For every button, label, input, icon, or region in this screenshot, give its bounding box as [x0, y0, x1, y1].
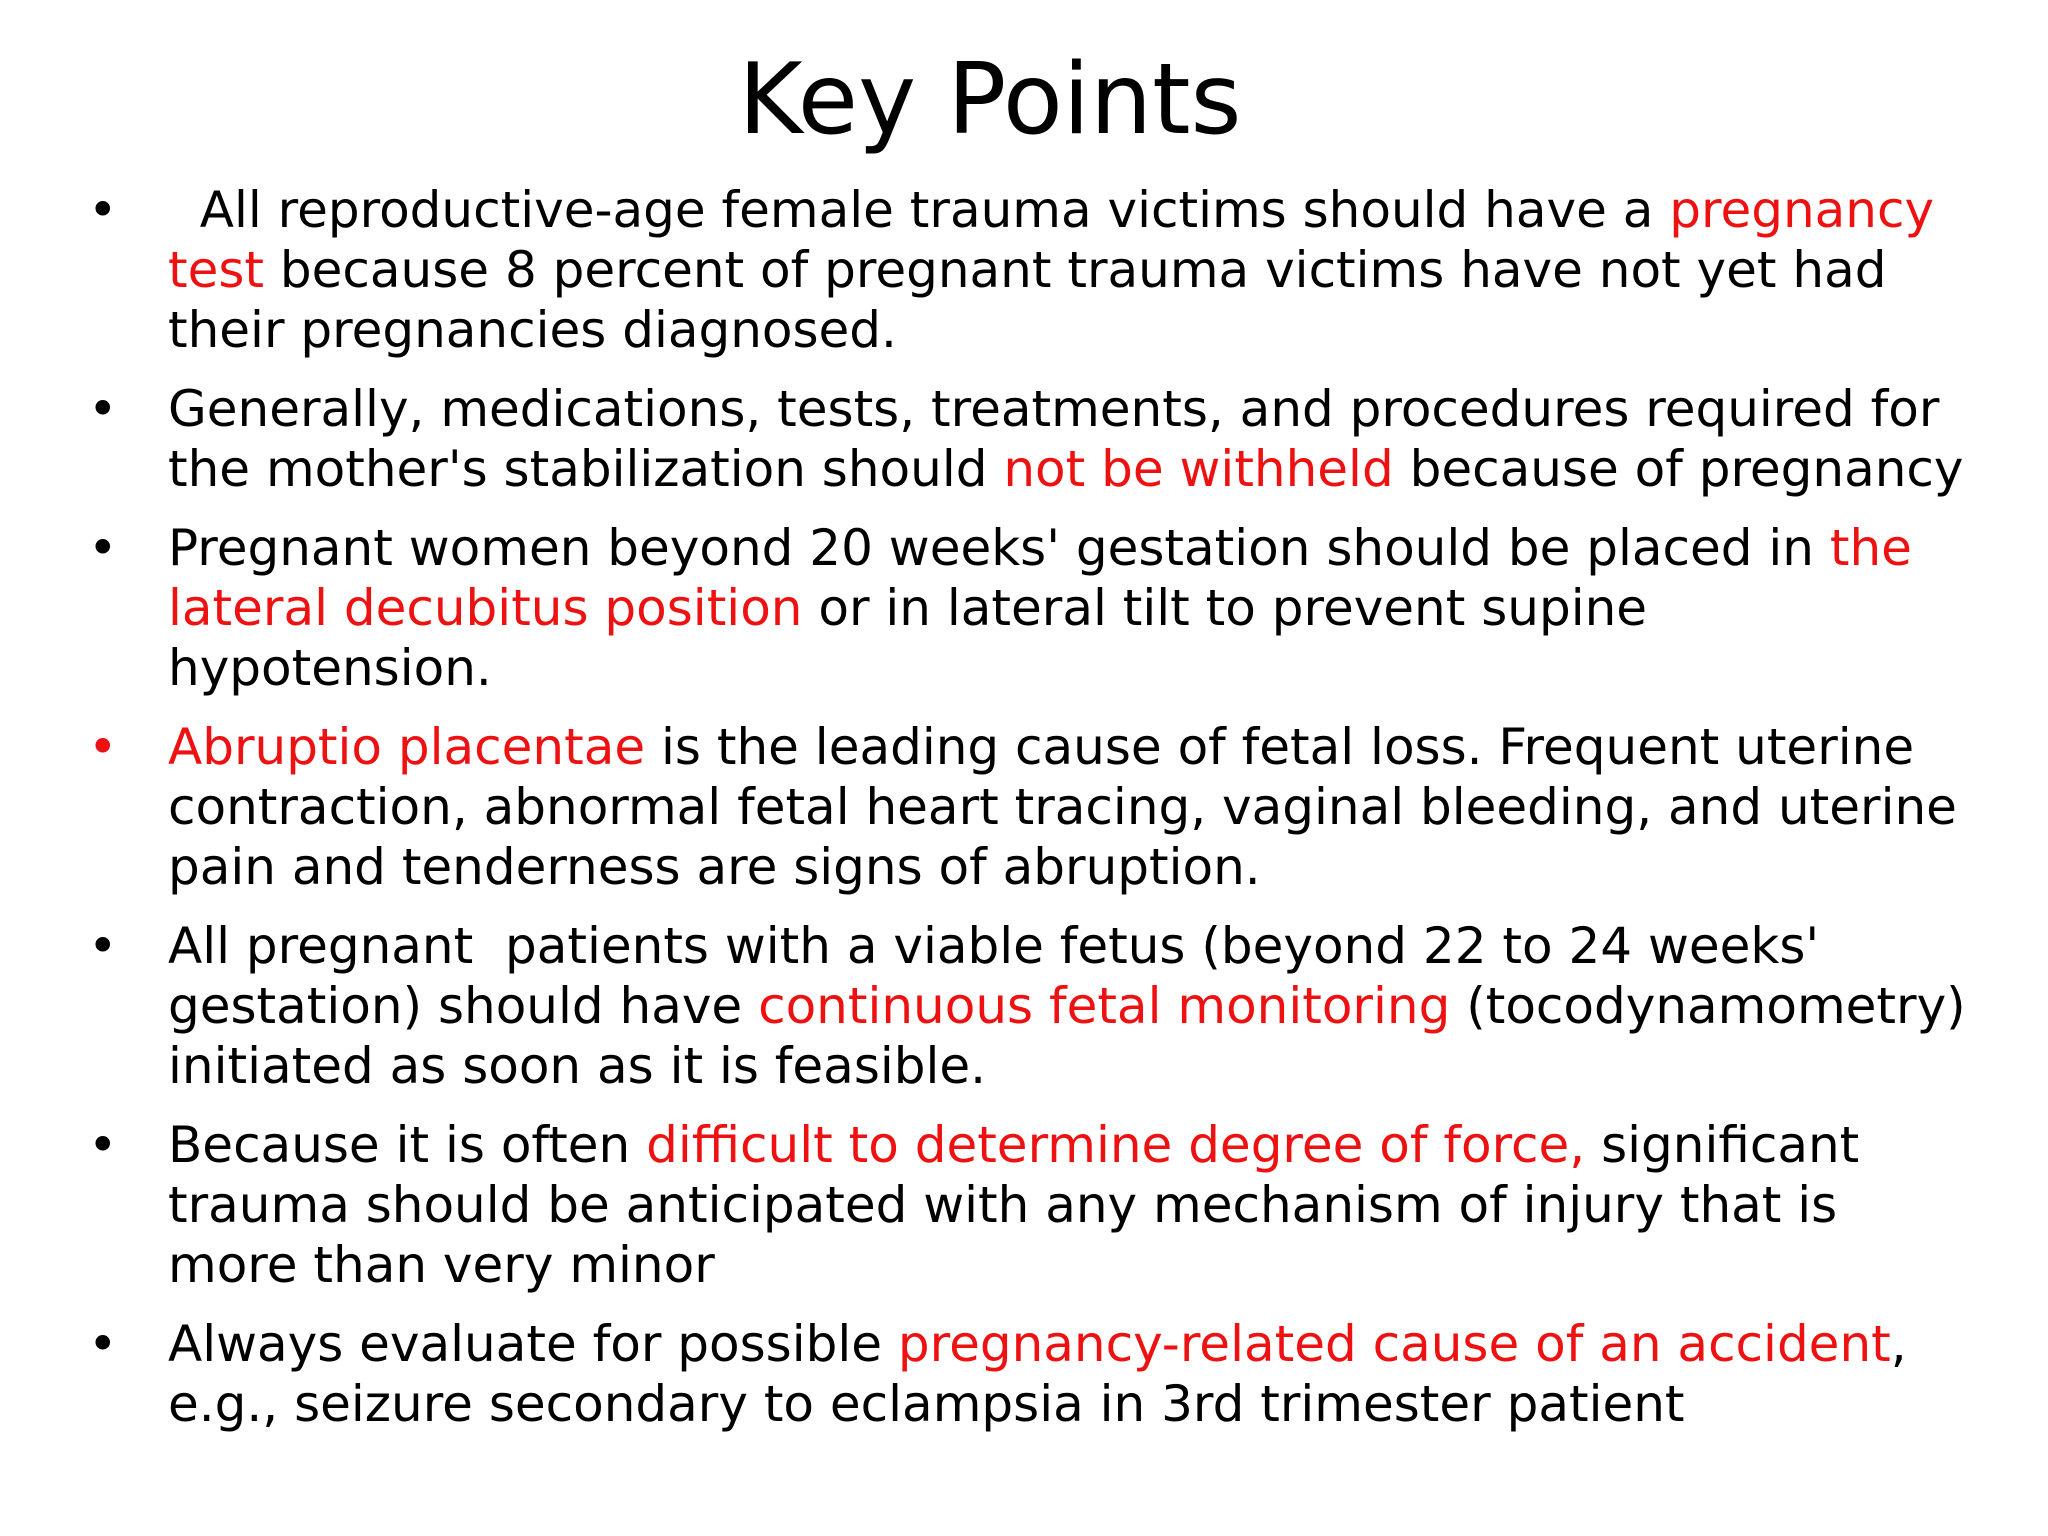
bullet-text — [168, 519, 1928, 697]
text-segment: Pregnant women beyond 20 weeks' gestation should be placed in — [168, 519, 1830, 577]
bullet-text — [168, 1315, 1923, 1433]
text-segment: because of pregnancy — [1393, 440, 1964, 498]
highlighted-phrase: difficult to determine degree of force, — [646, 1116, 1586, 1174]
bullet-item — [80, 916, 1980, 1096]
highlighted-phrase: not be withheld — [1003, 440, 1394, 498]
bullet-text — [168, 917, 1982, 1095]
bullet-dot-icon: • — [88, 181, 118, 239]
text-segment: is the leading cause of fetal loss. Frequent uterine contraction, abnormal fetal heart tracing, vaginal bleeding, and uterine pain and tenderness are signs of abruption. — [168, 718, 1973, 896]
bullet-item — [80, 1314, 1980, 1434]
bullet-item — [80, 1115, 1980, 1295]
bullet-item — [80, 518, 1980, 698]
highlighted-phrase: Abruptio placentae — [168, 718, 646, 776]
bullet-item — [80, 180, 1980, 360]
bullet-dot-icon: • — [88, 917, 118, 975]
highlighted-phrase: pregnancy-related cause of an accident — [897, 1315, 1891, 1373]
bullet-dot-icon: • — [88, 380, 118, 438]
bullet-dot-icon: • — [88, 519, 118, 577]
bullet-list — [80, 180, 1980, 1453]
text-segment: Always evaluate for possible — [168, 1315, 898, 1373]
text-segment: or in lateral tilt to prevent supine hypotension. — [168, 579, 1663, 697]
text-segment: All pregnant patients with a viable fetus (beyond 22 to 24 weeks' gestation) should have — [168, 917, 1836, 1035]
slide-title: Key Points — [738, 43, 1242, 157]
text-segment: , e.g., seizure secondary to eclampsia in 3rd trimester patient — [168, 1315, 1923, 1433]
bullet-dot-icon: • — [88, 1116, 118, 1174]
bullet-dot-icon: • — [88, 718, 118, 776]
highlighted-phrase: continuous fetal monitoring — [758, 977, 1451, 1035]
bullet-text — [168, 718, 1973, 896]
highlighted-phrase: the lateral decubitus position — [168, 519, 1928, 637]
bullet-dot-icon: • — [88, 1315, 118, 1373]
text-segment: because 8 percent of pregnant trauma victims have not yet had their pregnancies diagnosed. — [168, 241, 1903, 359]
text-segment: (tocodynamometry) initiated as soon as it is feasible. — [168, 977, 1982, 1095]
text-segment: All reproductive-age female trauma victims should have a — [168, 181, 1670, 239]
text-segment: Generally, medications, tests, treatments, and procedures required for the mother's stabilization should — [168, 380, 1956, 498]
bullet-item — [80, 379, 1980, 499]
bullet-text — [168, 380, 1964, 498]
highlighted-phrase: pregnancy test — [168, 181, 1950, 299]
bullet-item — [80, 717, 1980, 897]
text-segment: Because it is often — [168, 1116, 647, 1174]
text-segment: significant trauma should be anticipated with any mechanism of injury that is more than very minor — [168, 1116, 1876, 1294]
bullet-text — [168, 181, 1950, 359]
bullet-text — [168, 1116, 1875, 1294]
